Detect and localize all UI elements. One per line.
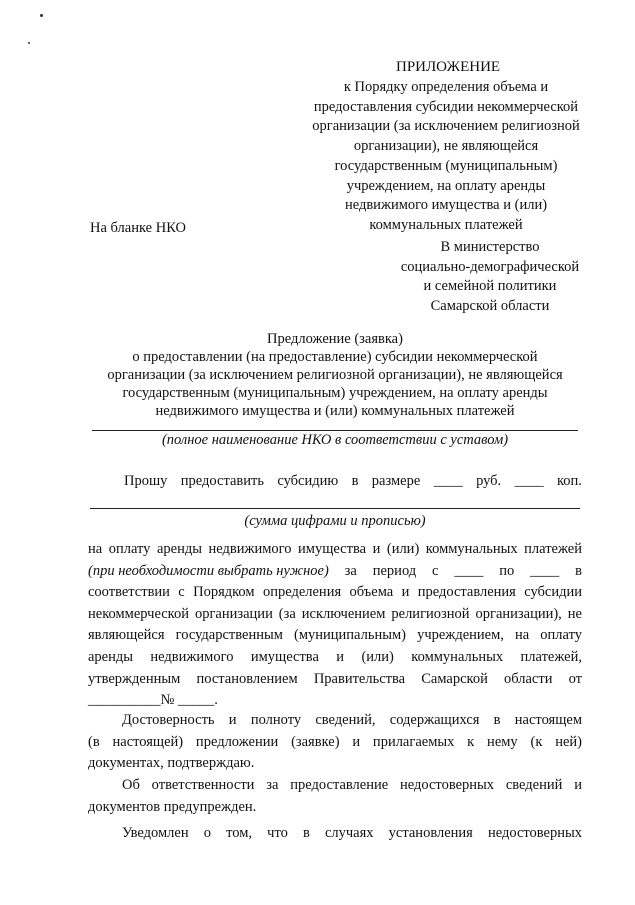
period-word: в	[575, 562, 582, 579]
choose-hint: (при необходимости выбрать нужное)	[88, 562, 329, 579]
scan-speck	[40, 14, 43, 17]
request-word: размере	[371, 473, 421, 489]
reliability-line: документах, подтверждаю.	[88, 755, 255, 771]
notice-line: Уведомлен о том, что в случаях установления недостоверных	[122, 825, 582, 841]
decree-reference: __________№ _____.	[88, 692, 218, 709]
addressee-block	[390, 238, 590, 317]
request-word: Прошу	[124, 473, 168, 489]
period-to-blank: ____	[530, 562, 560, 579]
addressee-line: В министерство	[440, 239, 540, 255]
org-name-hint: (полное наименование НКО в соответствии с уставом)	[161, 432, 509, 448]
appendix-line: предоставления субсидии некоммерческой	[313, 98, 579, 115]
responsibility-line: Об ответственности за предоставление недостоверных сведений и	[122, 777, 582, 793]
document-title	[80, 330, 590, 420]
appendix-line: коммунальных платежей	[369, 216, 523, 233]
period-word: по	[499, 562, 515, 579]
reliability-line: (в настоящей) предложении (заявке) и прилагаемых к нему (к ней)	[88, 733, 582, 750]
appendix-line: недвижимого имущества и (или)	[344, 197, 548, 214]
appendix-line: организации (за исключением религиозной	[312, 118, 580, 135]
notice-paragraph	[88, 823, 582, 845]
period-word: с	[432, 562, 439, 579]
amount-hint: (сумма цифрами и прописью)	[244, 513, 426, 529]
request-word: в	[351, 473, 359, 489]
title-line: о предоставлении (на предоставление) субсидии некоммерческой	[132, 349, 538, 365]
rub-blank: ____	[433, 473, 463, 489]
addressee-line: и семейной политики	[423, 278, 557, 295]
request-line	[124, 474, 582, 489]
appendix-line: учреждением, на оплату аренды	[346, 177, 546, 194]
title-line: Предложение (заявка)	[267, 331, 403, 347]
request-word: предоставить	[180, 473, 264, 489]
purpose-line: являющейся государственным (муниципальным) учреждением, на оплату	[88, 627, 582, 644]
scan-speck	[28, 42, 30, 44]
purpose-line: аренды недвижимого имущества и (или) коммунальных платежей,	[88, 648, 582, 665]
purpose-line: на оплату аренды недвижимого имущества и (или) коммунальных платежей	[88, 541, 582, 557]
purpose-line: некоммерческой организации (за исключением религиозной организации), не	[88, 605, 582, 622]
period-word: за	[344, 562, 357, 579]
responsibility-paragraph	[88, 775, 582, 818]
appendix-line: организации), не являющейся	[353, 138, 539, 155]
period-word: период	[372, 562, 417, 579]
purpose-line	[88, 561, 582, 583]
purpose-paragraph	[88, 539, 582, 712]
kop-label: коп.	[556, 473, 582, 489]
amount-line	[90, 508, 580, 509]
reliability-paragraph	[88, 710, 582, 775]
appendix-block	[300, 78, 592, 236]
title-line: организации (за исключением религиозной организации), не являющейся	[107, 367, 563, 383]
purpose-line: соответствии с Порядком определения объема и предоставления субсидии	[88, 584, 582, 601]
appendix-line: к Порядку определения объема и	[343, 79, 549, 95]
letterhead-note: На бланке НКО	[90, 220, 186, 236]
title-line: государственным (муниципальным) учреждением, на оплату аренды	[122, 385, 548, 401]
title-line: недвижимого имущества и (или) коммунальных платежей	[155, 403, 515, 419]
appendix-line: государственным (муниципальным)	[334, 157, 558, 174]
addressee-line: социально-демографической	[400, 258, 580, 275]
reliability-line: Достоверность и полноту сведений, содержащихся в настоящем	[122, 712, 582, 728]
request-word: субсидию	[277, 473, 339, 489]
responsibility-line: документов предупрежден.	[88, 798, 257, 815]
org-name-line	[92, 430, 578, 431]
purpose-line: утвержденным постановлением Правительства Самарской области от	[88, 670, 582, 687]
addressee-line: Самарской области	[430, 298, 550, 315]
period-from-blank: ____	[454, 562, 484, 579]
rub-label: руб.	[476, 473, 502, 489]
kop-blank: ____	[514, 473, 544, 489]
appendix-heading: ПРИЛОЖЕНИЕ	[396, 59, 501, 75]
